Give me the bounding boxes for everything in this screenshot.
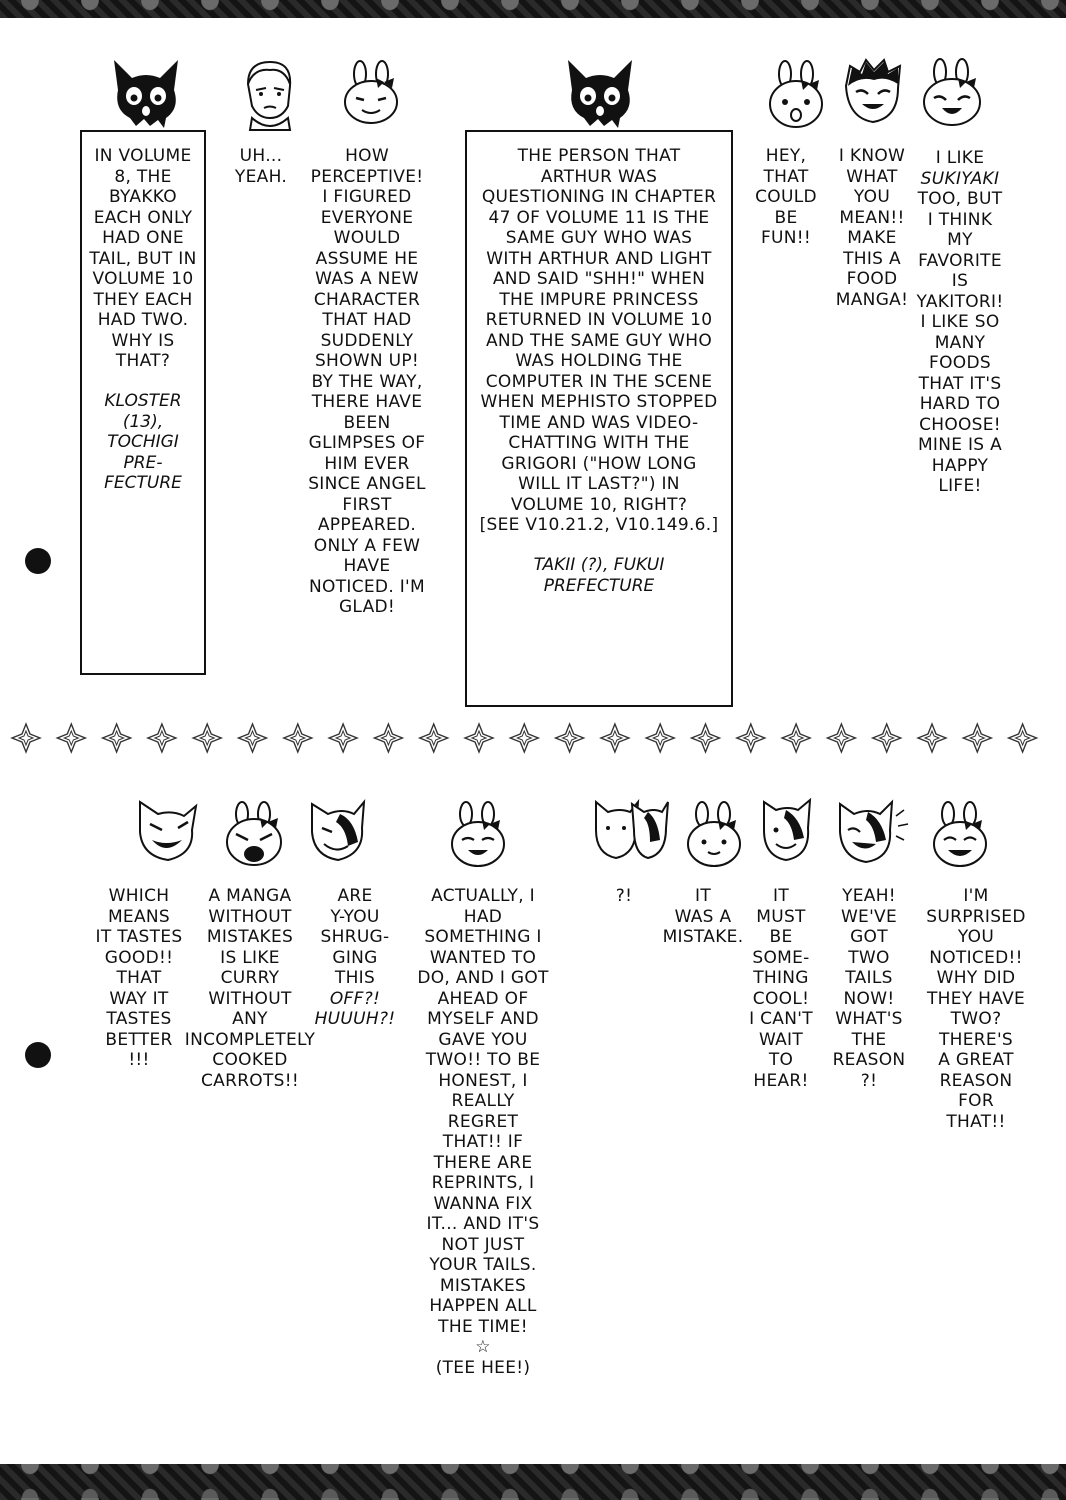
rabbit-face-icon [448,800,510,870]
top-border-pattern [0,0,1066,18]
divider-ornament [239,724,267,752]
reply-actually: ACTUALLY, I HAD SOMETHING I WANTED TO DO, AND I GOT AHEAD OF MYSELF AND GAVE YOU TWO!! TO BE HONEST, I REALLY REGRET THAT!! IF THERE ARE REPRINTS, I WANNA FIX IT... AND IT'S NOT JUST YOUR TAILS. MISTAKES HAPPEN ALL THE TIME! ☆ (TEE HEE!) [417,886,549,1378]
divider-ornament [646,724,674,752]
divider-ornament [374,724,402,752]
divider-ornament [193,724,221,752]
reply-surprise: ?! [615,886,633,906]
reply-tastes-good: WHICH MEANS IT TASTES GOOD!! THAT WAY IT TASTES BETTER !!! [95,886,183,1070]
divider-ornament [510,724,538,752]
divider-ornament [963,724,991,752]
reply-curry: A MANGA WITHOUT MISTAKES IS LIKE CURRY WITHOUT ANY INCOMPLETELY COOKED CARROTS!! [184,886,316,1091]
reply-two-tails: YEAH! WE'VE GOT TWO TAILS NOW! WHAT'S THE REASON ?! [832,886,906,1091]
reply-sukiyaki-word: SUKIYAKI [920,168,1000,189]
bottom-border-pattern [0,1464,1066,1500]
rabbit-face-icon [684,800,746,868]
black-cat-icon [108,56,184,130]
rabbit-face-icon [918,58,986,130]
divider-ornament [103,724,131,752]
question-signature-kloster: KLOSTER (13), TOCHIGI PRE- FECTURE [104,391,182,493]
divider-ornament [57,724,85,752]
reply-uh-yeah: UH... YEAH. [234,146,288,187]
divider-ornament [782,724,810,752]
fox-face-icon [760,796,814,864]
divider-ornament [827,724,855,752]
reply-perceptive: HOW PERCEPTIVE! I FIGURED EVERYONE WOULD ASSUME HE WAS A NEW CHARACTER THAT HAD SUDDENLY SHOWN UP! BY THE WAY, THERE HAVE BEEN GLIMPSES OF HIM EVER SINCE ANGEL FIRST APPEARED. ONLY A FEW HAVE NOTICED. I'M GLAD! [308,146,426,617]
fox-face-icon [592,796,670,862]
divider-ornament [465,724,493,752]
fox-face-icon [834,798,910,866]
divider-ornament [601,724,629,752]
divider-ornament [284,724,312,752]
reply-something-cool: IT MUST BE SOME- THING COOL! I CAN'T WAIT TO HEAR! [749,886,813,1091]
boy-face-icon [840,58,906,128]
reply-sukiyaki-rest: TOO, BUT I THINK MY FAVORITE IS YAKITORI! I LIKE SO MANY FOODS THAT IT'S HARD TO CHOOSE! MINE IS A HAPPY LIFE! [916,189,1004,496]
ornament-divider-icon [8,718,1058,758]
divider-ornament [329,724,357,752]
fox-face-icon [132,798,200,864]
rabbit-face-icon [930,800,992,870]
reply-could-be-fun: HEY, THAT COULD BE FUN!! [755,146,817,248]
divider-ornament [556,724,584,752]
divider-ornament [1009,724,1037,752]
bullet-dot [25,548,51,574]
divider-ornament [692,724,720,752]
reply-sukiyaki-line1: I LIKE [935,148,985,168]
reply-food-manga: I KNOW WHAT YOU MEAN!! MAKE THIS A FOOD MANGA! [835,146,909,310]
black-cat-icon [562,56,638,130]
reply-mistake: IT WAS A MISTAKE. [662,886,744,947]
rabbit-face-icon [222,800,288,868]
divider-ornament [918,724,946,752]
reply-shrugging-italic: OFF?! HUUUH?! [314,988,396,1029]
divider-ornament [148,724,176,752]
fox-face-icon [306,798,368,864]
divider-ornament [12,724,40,752]
question-text-kloster: IN VOLUME 8, THE BYAKKO EACH ONLY HAD ONE TAIL, BUT IN VOLUME 10 THEY EACH HAD TWO. WHY IS THAT? [89,146,197,371]
divider-ornament [420,724,448,752]
bullet-dot [25,1042,51,1068]
reply-noticed: I'M SURPRISED YOU NOTICED!! WHY DID THEY HAVE TWO? THERE'S A GREAT REASON FOR THAT!! [926,886,1026,1132]
divider-ornament [873,724,901,752]
question-signature-takii: TAKII (?), FUKUI PREFECTURE [533,555,665,596]
question-text-takii: THE PERSON THAT ARTHUR WAS QUESTIONING IN CHAPTER 47 OF VOLUME 11 IS THE SAME GUY WHO WAS WITH ARTHUR AND LIGHT AND SAID "SHH!" WHEN THE IMPURE PRINCESS RETURNED IN VOLUME 10 AND THE SAME GUY WHO WAS HOLDING THE COMPUTER IN THE SCENE WHEN MEPHISTO STOPPED TIME AND WAS VIDEO- CHATTING WITH THE GRIGORI ("HOW LONG WILL IT LAST?") IN VOLUME 10, RIGHT? [SEE V10.21.2, V10.149.6.] [479,146,719,535]
reply-shrugging: ARE Y-YOU SHRUG- GING THIS [320,886,390,988]
divider-ornament [737,724,765,752]
rabbit-face-icon [765,60,827,132]
man-face-icon [238,58,300,136]
rabbit-face-icon [340,60,402,126]
